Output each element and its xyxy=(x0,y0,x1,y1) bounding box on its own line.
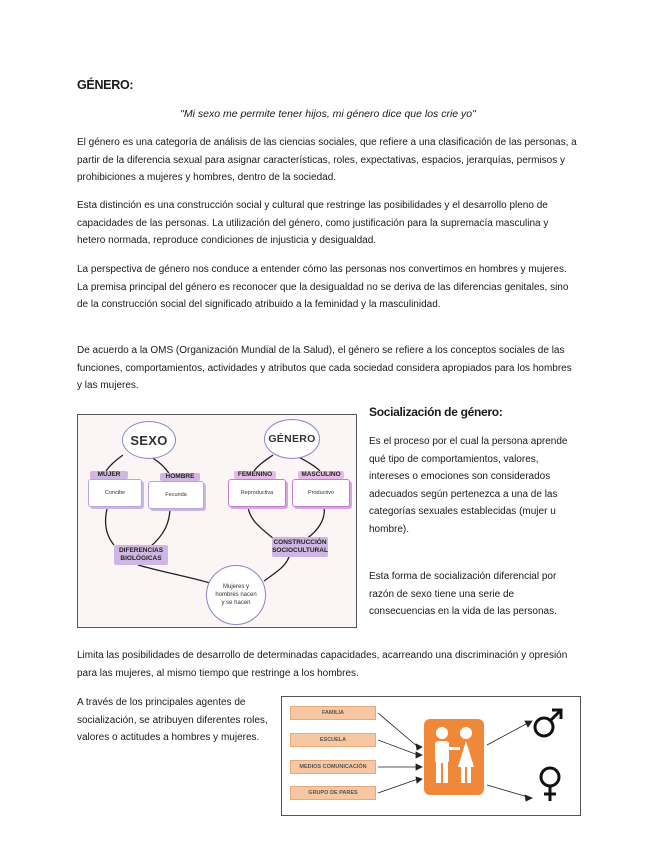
agent-medios: MEDIOS COMUNICACIÓN xyxy=(290,760,376,774)
masculino-box xyxy=(292,479,350,507)
diferencias-biologicas-tag: DIFERENCIAS BIOLÓGICAS xyxy=(114,545,168,565)
quote: "Mi sexo me permite tener hijos, mi género dice que los crie yo" xyxy=(180,108,476,120)
paragraph-3: La perspectiva de género nos conduce a entender cómo las personas nos convertimos en hombres y mujeres. La premisa principal del género es reconocer que la desigualdad no se deriva de las diferencias genitales, sino de la construcción social del significado atribuido a la feminidad y la masculinidad. xyxy=(77,264,569,310)
hombre-box-text: Fecunda xyxy=(165,492,187,498)
agentes-text: A través de los principales agentes de socialización, se atribuyen diferentes roles, valores o actitudes a hombres y mujeres. xyxy=(77,697,268,743)
agent-escuela: ESCUELA xyxy=(290,733,376,747)
sexo-genero-diagram xyxy=(77,414,357,628)
hombre-tag: HOMBRE xyxy=(160,473,200,481)
femenino-box xyxy=(228,479,286,507)
agent-familia: FAMILIA xyxy=(290,706,376,720)
center-circle xyxy=(206,565,266,625)
hombre-box xyxy=(148,481,204,509)
genero-circle xyxy=(264,419,320,459)
paragraph-4: De acuerdo a la OMS (Organización Mundial de la Salud), el género se refiere a los conceptos sociales de las funciones, comportamientos, actividades y atributos que cada sociedad considera apropiados para los hombres y las mujeres. xyxy=(77,345,572,391)
sexo-label: SEXO xyxy=(130,432,168,448)
masculino-tag: MASCULINO xyxy=(298,471,344,479)
paragraph-2: Esta distinción es una construcción social y cultural que restringe las posibilidades y el desarrollo pleno de capacidades de las personas. La utilización del género, como justificación para la supremacía masculina y hetero normada, reproduce condiciones de injusticia y desigualdad. xyxy=(77,200,549,246)
construccion-sociocultural-tag: CONSTRUCCIÓN SOCIOCULTURAL xyxy=(272,537,328,557)
mujer-box xyxy=(88,479,142,507)
socializacion-text-2: Esta forma de socialización diferencial por razón de sexo tiene una serie de consecuencias en la vida de las personas. xyxy=(369,571,557,617)
genero-label: GÉNERO xyxy=(268,433,316,445)
femenino-tag: FEMENINO xyxy=(234,471,276,479)
socializacion-text-1: Es el proceso por el cual la persona aprende qué tipo de comportamientos, valores, intereses o emociones son considerados adecuados según pertenezca a una de las categorías sexuales establecidas (mujer u hombre). xyxy=(369,436,568,535)
agent-grupo-pares: GRUPO DE PARES xyxy=(290,786,376,800)
male-icon xyxy=(535,710,561,736)
sexo-circle xyxy=(122,421,176,459)
limita-paragraph: Limita las posibilidades de desarrollo de determinadas capacidades, acarreando una discriminación y opresión para las mujeres, al mismo tiempo que restringe a los hombres. xyxy=(77,650,568,679)
mujer-box-text: Concibe xyxy=(104,490,126,496)
masculino-box-text: Productivo xyxy=(308,490,334,496)
page-title: GÉNERO: xyxy=(77,78,134,92)
mujer-tag: MUJER xyxy=(90,471,128,479)
center-circle-text: Mujeres y hombres nacen y se hacen xyxy=(215,584,257,606)
socializacion-title: Socialización de género: xyxy=(369,405,503,419)
female-icon xyxy=(541,768,559,801)
paragraph-1: El género es una categoría de análisis de las ciencias sociales, que refiere a una clasificación de las personas, a partir de la diferencia sexual para asignar características, roles, expectativas, espacios, jerarquías, permisos y prohibiciones a mujeres y hombres, dentro de la sociedad. xyxy=(77,137,577,183)
couple-icon-bg xyxy=(424,719,484,795)
femenino-box-text: Reproductiva xyxy=(240,490,274,496)
agentes-diagram xyxy=(281,696,581,816)
